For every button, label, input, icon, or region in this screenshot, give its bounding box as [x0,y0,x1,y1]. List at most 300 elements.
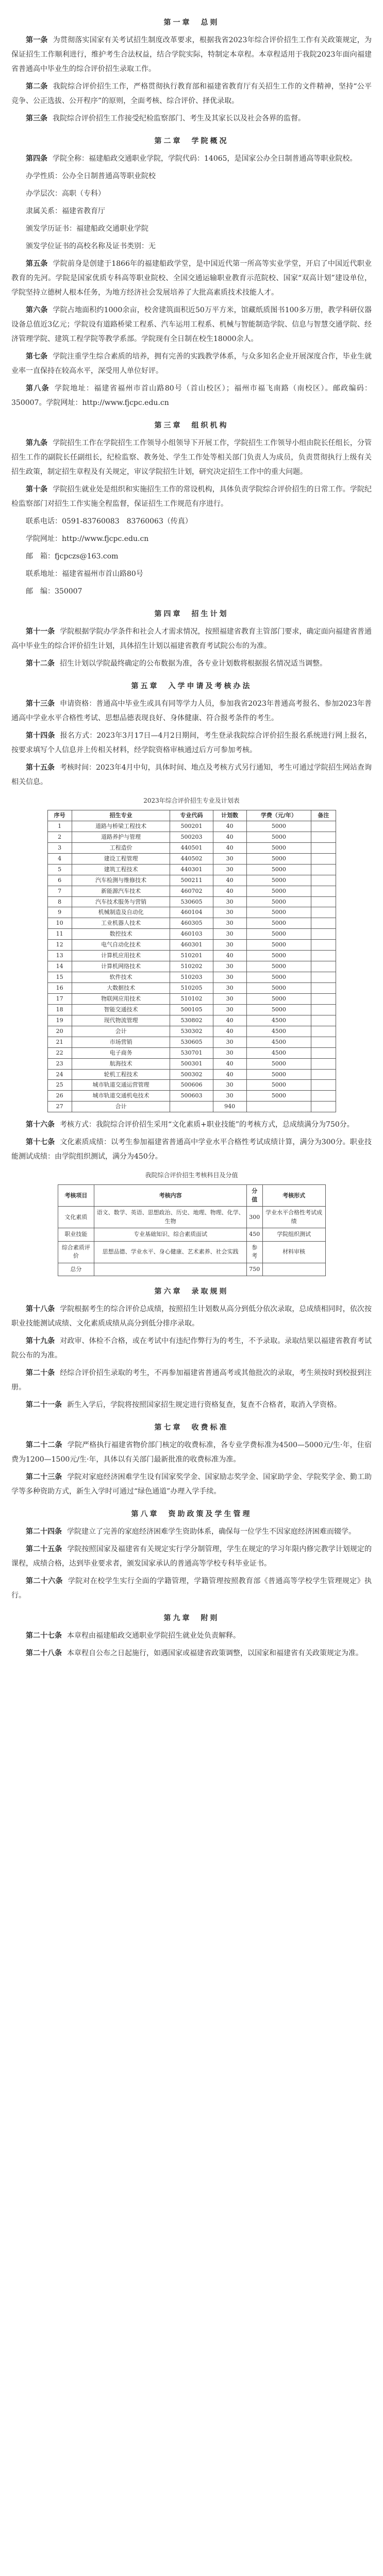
table-cell: 24 [47,1069,72,1080]
table-cell: 30 [213,1004,246,1015]
table-cell: 30 [213,918,246,929]
table-cell: 40 [213,875,246,886]
chapter-heading [11,418,372,433]
table-cell: 40 [213,951,246,961]
table-header: 学费（元/年） [246,810,311,821]
table-row [47,875,336,886]
table-cell [311,1026,336,1037]
table-cell [311,1047,336,1058]
table-row [47,951,336,961]
chapter-title: 收费标准 [191,1423,229,1432]
table-cell: 460301 [170,940,213,951]
article-text: 文化素质成绩：以考生参加福建省普通高中学业水平合格性考试成绩计算，满分为300分。职业技能测试成绩：由学院组织测试，满分为450分。 [11,1138,372,1161]
table-cell: 新能源汽车技术 [72,886,170,896]
article-text: 新生入学后，学院将按照国家招生规定进行资格复查，复查不合格者，取消入学资格。 [67,1401,341,1410]
info-line: 邮 箱：fjcpczs@163.com [26,552,119,561]
table-cell: 10 [47,918,72,929]
table-cell [311,1101,336,1112]
table-cell: 30 [213,993,246,1004]
article-text: 学院前身是创建于1866年的福建船政学堂，是中国近代第一所高等实业学堂，开启了中国近代职业教育的先河。学院是国家优质专科高等职业院校、全国交通运输职业教育示范院校、国家“双高计划”建设单位，学院坚持立德树人根本任务，为地方经济社会发展培养了大批高素质技术技能人才。 [11,260,372,297]
table-row [47,1069,336,1080]
article-paragraph [11,1438,372,1467]
table-cell: 40 [213,1026,246,1037]
article-number: 第十四条 [26,732,55,740]
table-row [47,832,336,842]
article-text: 对政审、体检不合格，或在考试中有违纪作弊行为的考生，不予录取。录取结果以福建省教育考试院公布的为准。 [11,1337,372,1360]
table-cell: 530701 [170,1047,213,1058]
table-cell: 5000 [246,972,311,983]
table-cell: 460103 [170,929,213,940]
table-cell: 500201 [170,821,213,832]
table-cell: 城市轨道交通机电技术 [72,1091,170,1101]
table-cell: 40 [213,832,246,842]
table-cell [311,993,336,1004]
table-cell [94,1263,246,1276]
table-cell: 5000 [246,896,311,907]
table-cell: 材料审核 [262,1241,325,1263]
article-paragraph [11,482,372,511]
table-cell: 语文、数学、英语、思想政治、历史、地理、物理、化学、生物 [94,1207,246,1228]
article-text: 学院对在校学生实行全面的学籍管理，学籍管理按照教育部《普通高等学校学生管理规定》执行。 [11,1577,372,1600]
chapter-number: 第二章 [154,137,182,145]
article-text: 学院按照国家及福建省有关规定实行学分制管理，学生在规定的学习年限内修完教学计划规定的课程，成绩合格，达到毕业要求者，颁发国家承认的普通高等学校专科毕业证书。 [11,1545,372,1568]
article-number: 第二十四条 [26,1528,62,1536]
table-row [47,918,336,929]
table-cell: 5000 [246,832,311,842]
table-cell: 道路与桥梁工程技术 [72,821,170,832]
table-cell [311,918,336,929]
article-paragraph [11,760,372,789]
table-cell: 5000 [246,1004,311,1015]
table-cell: 5000 [246,1069,311,1080]
table-cell: 21 [47,1037,72,1047]
table-cell: 500606 [170,1080,213,1091]
article-text: 学院招生工作在学院招生工作领导小组领导下开展工作，学院招生工作领导小组由院长任组长，分管招生工作的副院长任副组长，纪检监察、教务处、学生工作处等相关部门负责人为成员，负责贯彻执行上级有关招生政策，制定招生章程及有关规定，审议学院招生计划，研究决定招生工作中的重大问题。 [11,439,372,476]
table-cell [311,1004,336,1015]
article-paragraph [11,1135,372,1164]
article-number: 第八条 [26,384,49,393]
chapter-heading [11,679,372,693]
info-line: 办学性质：公办全日制普通高等职业院校 [26,172,156,180]
table-cell: 学院组织测试 [262,1228,325,1242]
table-cell: 5000 [246,1091,311,1101]
table-title: 我院综合评价招生考核科目及分值 [145,1172,238,1179]
chapter-title: 附则 [201,1614,220,1623]
table-cell: 510205 [170,983,213,994]
table-cell [311,1015,336,1026]
table-cell: 30 [213,929,246,940]
table-cell: 4500 [246,1047,311,1058]
article-text: 学院地址：福建省福州市首山路80号（首山校区）；福州市福飞南路（南校区）。邮政编码：350007。学院网址：http://www.fjcpc.edu.cn [11,384,372,407]
info-line: 学院网址：http://www.fjcpc.edu.cn [26,535,149,543]
table-cell [311,896,336,907]
chapter-number: 第八章 [131,1510,159,1519]
table-cell: 思想品德、学业水平、身心健康、艺术素养、社会实践 [94,1241,246,1263]
table-row [47,1004,336,1015]
article-paragraph [11,79,372,108]
article-paragraph [11,1117,372,1132]
article-text: 本章程自公布之日起施行，如遇国家或福建省政策调整，以国家和福建省有关政策规定为准。 [67,1649,363,1658]
article-paragraph [11,1629,372,1643]
table-cell: 5000 [246,993,311,1004]
table-header: 考核形式 [262,1185,325,1207]
table-cell: 计算机应用技术 [72,951,170,961]
table-cell: 5000 [246,864,311,875]
table-cell: 市场营销 [72,1037,170,1047]
article-paragraph [11,1574,372,1603]
table-cell: 22 [47,1047,72,1058]
table-header: 计划数 [213,810,246,821]
table-cell [311,853,336,864]
table-cell: 5000 [246,907,311,918]
chapter-title: 总则 [201,19,220,27]
article-text: 学院注重学生综合素质的培养，拥有完善的实践教学体系，与众多知名企业开展深度合作，毕业生就业率一直保持在较高水平，深受用人单位好评。 [11,352,372,375]
table-cell: 道路养护与管理 [72,832,170,842]
table-cell: 5000 [246,1080,311,1091]
table-cell: 450 [246,1228,262,1242]
table-row [47,1101,336,1112]
table-cell: 5000 [246,961,311,972]
table-cell: 15 [47,972,72,983]
table-cell: 5000 [246,821,311,832]
table-cell: 510202 [170,961,213,972]
table-cell: 500301 [170,1058,213,1069]
article-number: 第二十七条 [26,1632,62,1640]
table-cell [311,940,336,951]
chapter-heading [11,134,372,148]
table-cell: 2 [47,832,72,842]
table-cell [311,907,336,918]
table-header: 备注 [311,810,336,821]
table-cell: 1 [47,821,72,832]
table-cell: 530802 [170,1015,213,1026]
chapter-title: 录取规则 [191,1287,229,1296]
article-number: 第十七条 [26,1138,55,1147]
article-paragraph [11,697,372,725]
table-cell: 4 [47,853,72,864]
table-cell: 500603 [170,1091,213,1101]
table-cell: 30 [213,940,246,951]
article-text: 考核方式：我院综合评价招生采用“文化素质+职业技能”的考核方式，总成绩满分为750分。 [60,1121,354,1129]
table-cell: 航海技术 [72,1058,170,1069]
article-number: 第二十一条 [26,1401,62,1410]
table-row [47,1080,336,1091]
table-row [47,983,336,994]
table-cell: 7 [47,886,72,896]
chapter-number: 第五章 [131,682,159,690]
table-title: 2023年综合评价招生专业及计划表 [143,797,240,804]
chapter-title: 招生计划 [191,610,229,618]
chapter-heading [11,1420,372,1435]
table-cell: 500211 [170,875,213,886]
table-header: 考核内容 [94,1185,246,1207]
article-number: 第十二条 [26,659,55,668]
table-cell: 40 [213,842,246,853]
table-cell: 500105 [170,1004,213,1015]
table-cell: 19 [47,1015,72,1026]
info-line: 办学层次：高职（专科） [26,190,105,198]
article-number: 第七条 [26,352,48,361]
table-row [58,1241,325,1263]
article-text: 为贯彻落实国家有关考试招生制度改革要求，根据我省2023年综合评价招生工作有关政策规定，为保证招生工作顺利进行，维护考生合法权益，结合学院实际，特制定本章程。本章程适用于我院2023年面向福建省普通高中毕业生的综合评价招生录取工作。 [11,36,372,73]
table-cell [311,1080,336,1091]
article-number: 第十六条 [26,1121,55,1129]
table-cell [311,886,336,896]
table-cell: 440502 [170,853,213,864]
table-cell: 电气自动化技术 [72,940,170,951]
table-cell: 30 [213,896,246,907]
article-number: 第五条 [26,260,48,268]
table-cell: 30 [213,907,246,918]
table-row [47,886,336,896]
info-line: 隶属关系：福建省教育厅 [26,207,105,215]
article-paragraph [11,303,372,346]
table-header: 分值 [246,1185,262,1207]
table-cell: 5000 [246,842,311,853]
table-cell: 30 [213,1080,246,1091]
article-paragraph [11,624,372,653]
article-number: 第十九条 [26,1337,55,1346]
table-cell: 8 [47,896,72,907]
table-cell: 参考 [246,1241,262,1263]
table-cell: 城市轨道交通运营管理 [72,1080,170,1091]
article-paragraph [11,656,372,671]
table-cell [311,1058,336,1069]
table-row [47,896,336,907]
table-cell: 13 [47,951,72,961]
article-number: 第二十三条 [26,1473,62,1482]
article-number: 第二十条 [26,1369,55,1378]
table-cell: 合计 [72,1101,170,1112]
table-cell: 30 [213,864,246,875]
table-cell: 460702 [170,886,213,896]
table-cell: 学业水平合格性考试成绩 [262,1207,325,1228]
table-cell: 5000 [246,983,311,994]
table-row [47,1047,336,1058]
table-cell: 总分 [58,1263,94,1276]
article-paragraph [11,1398,372,1412]
table-cell: 14 [47,961,72,972]
article-text: 我院综合评价招生工作，严格贯彻执行教育部和福建省教育厅有关招生工作的文件精神，坚持“公平竞争、公正选拔、公开程序”的原则，全面考核、综合评价、择优录取。 [11,82,372,105]
chapter-title: 资助政策及学生管理 [168,1510,252,1519]
article-number: 第十三条 [26,700,55,708]
table-cell: 530605 [170,1037,213,1047]
article-text: 学院严格执行福建省物价部门核定的收费标准，各专业学费标准为4500—5000元/生·年，住宿费为1200—1500元/生·年，具体以有关部门最新批准的收费标准为准。 [11,1441,372,1464]
article-paragraph [11,151,372,166]
table-row [47,961,336,972]
table-cell: 30 [213,853,246,864]
table-cell: 940 [213,1101,246,1112]
article-number: 第三条 [26,114,47,123]
article-number: 第九条 [26,439,48,447]
article-paragraph [11,728,372,757]
table-cell: 建设工程管理 [72,853,170,864]
article-text: 学院招生就业处是组织和实施招生工作的常设机构，具体负责学院综合评价招生的日常工作。学院纪检监察部门对招生工作实施全程监督，保证招生工作规范有序进行。 [11,485,372,508]
table-cell: 会计 [72,1026,170,1037]
chapter-title: 学院概况 [191,137,229,145]
table-cell [311,961,336,972]
article-paragraph [11,349,372,378]
article-paragraph [11,1470,372,1499]
table-cell: 数控技术 [72,929,170,940]
chapter-number: 第九章 [163,1614,192,1623]
table-cell: 30 [213,1091,246,1101]
article-paragraph [11,1542,372,1571]
article-paragraph [11,257,372,300]
table-cell: 计算机网络技术 [72,961,170,972]
table-cell: 16 [47,983,72,994]
article-paragraph [11,1646,372,1660]
article-text: 学院建立了完善的家庭经济困难学生资助体系，确保每一位学生不因家庭经济困难而辍学。 [67,1528,356,1536]
table-row [58,1228,325,1242]
table-row [47,1026,336,1037]
table-cell: 300 [246,1207,262,1228]
table-cell: 大数据技术 [72,983,170,994]
table-cell [311,1091,336,1101]
table-row [47,929,336,940]
table-cell: 汽车技术服务与营销 [72,896,170,907]
table-cell: 30 [213,1047,246,1058]
table-cell [262,1263,325,1276]
article-paragraph [11,436,372,479]
article-paragraph [11,1302,372,1331]
table-cell: 530605 [170,896,213,907]
table-cell: 9 [47,907,72,918]
table-cell: 工业机器人技术 [72,918,170,929]
chapter-heading [11,1507,372,1521]
article-text: 考核时间：2023年4月中旬，具体时间、地点及考核方式另行通知，考生可通过学院招生网站查询相关信息。 [11,764,372,786]
table-cell: 530302 [170,1026,213,1037]
table-cell: 工程造价 [72,842,170,853]
chapter-title: 入学申请及考核办法 [168,682,252,690]
table-cell: 40 [213,1015,246,1026]
chapter-title: 组织机构 [191,421,229,430]
article-text: 学院根据学院办学条件和社会人才需求情况，按照福建省教育主管部门要求，确定面向福建省普通高中毕业生的综合评价招生计划，具体招生计划以福建省教育考试院公布的为准。 [11,628,372,650]
table-cell: 460104 [170,907,213,918]
table-cell [311,983,336,994]
table-cell: 26 [47,1091,72,1101]
table-cell: 文化素质 [58,1207,94,1228]
table-cell: 电子商务 [72,1047,170,1058]
plan-table [47,810,336,1112]
table-row [47,1058,336,1069]
article-number: 第二十六条 [26,1577,63,1586]
table-cell: 27 [47,1101,72,1112]
article-number: 第六条 [26,306,48,314]
table-cell [311,1069,336,1080]
table-row [47,864,336,875]
table-cell: 物联网应用技术 [72,993,170,1004]
article-text: 经综合评价招生录取的考生，不再参加福建省普通高考或其他批次的录取，考生须按时到校报到注册。 [11,1369,372,1392]
article-text: 申请资格：普通高中毕业生或具有同等学力人员，参加我省2023年普通高考报名、参加2023年普通高中学业水平合格性考试、思想品德表现良好、身体健康、符合报考条件的考生。 [11,700,372,722]
table-cell: 建筑工程技术 [72,864,170,875]
table-cell: 5000 [246,929,311,940]
table-cell: 460305 [170,918,213,929]
table-cell: 5000 [246,875,311,886]
table-cell: 17 [47,993,72,1004]
table-cell [311,972,336,983]
table-cell: 40 [213,1069,246,1080]
table-cell: 30 [213,972,246,983]
article-number: 第一条 [26,36,48,44]
table-cell: 500203 [170,832,213,842]
table-cell: 40 [213,821,246,832]
table-cell: 30 [213,983,246,994]
article-text: 招生计划以学院最终确定的公布数据为准，各专业计划数将根据报名情况适当调整。 [60,659,327,668]
table-cell: 510201 [170,951,213,961]
table-cell: 500302 [170,1069,213,1080]
table-cell [311,951,336,961]
chapter-heading [11,15,372,30]
article-text: 报名方式：2023年3月17日—4月2日期间，考生登录我院综合评价招生报名系统进行网上报名，按要求填写个人信息并上传相关材料，经学院资格审核通过后方可参加考核。 [11,732,372,754]
table-cell [311,1037,336,1047]
table-cell: 5000 [246,918,311,929]
table-cell [311,929,336,940]
article-number: 第十一条 [26,628,55,636]
table-cell: 机械制造及自动化 [72,907,170,918]
article-number: 第二十五条 [26,1545,62,1554]
table-cell [246,1101,311,1112]
table-cell: 职业技能 [58,1228,94,1242]
table-cell: 6 [47,875,72,886]
article-paragraph [11,381,372,410]
info-line: 联系电话：0591-83760083 83760063（传真） [26,517,192,526]
table-row [58,1207,325,1228]
table-cell: 18 [47,1004,72,1015]
article-text: 学院全称：福建船政交通职业学院，学院代码：14065，是国家公办全日制普通高等职业院校。 [53,155,357,163]
table-cell: 4500 [246,1037,311,1047]
info-line: 邮 编：350007 [26,587,82,596]
table-cell [311,864,336,875]
article-text: 本章程由福建船政交通职业学院招生就业处负责解释。 [67,1632,240,1640]
article-text: 我院综合评价招生工作接受纪检监察部门、考生及其家长以及社会各界的监督。 [53,114,305,123]
table-cell: 综合素质评价 [58,1241,94,1263]
table-cell: 40 [213,1058,246,1069]
table-cell: 4500 [246,1015,311,1026]
table-row [47,940,336,951]
chapter-number: 第六章 [154,1287,182,1296]
article-paragraph [11,1334,372,1363]
table-cell [311,875,336,886]
article-paragraph [11,1366,372,1395]
table-row [47,1015,336,1026]
article-number: 第二十八条 [26,1649,62,1658]
article-text: 学院根据考生的综合评价总成绩，按照招生计划数从高分到低分依次录取，总成绩相同时，依次按职业技能测试成绩、文化素质成绩从高分到低分排序录取。 [11,1305,372,1328]
table-header: 序号 [47,810,72,821]
table-row [47,907,336,918]
table-header: 专业代码 [170,810,213,821]
table-row [47,1037,336,1047]
table-cell: 5000 [246,853,311,864]
article-number: 第十八条 [26,1305,55,1314]
table-row [47,821,336,832]
table-cell: 智能交通技术 [72,1004,170,1015]
table-cell [170,1101,213,1112]
table-cell: 510102 [170,993,213,1004]
table-row [47,1091,336,1101]
table-cell: 软件技术 [72,972,170,983]
table-cell: 30 [213,961,246,972]
table-cell: 5000 [246,940,311,951]
chapter-number: 第四章 [154,610,182,618]
chapter-number: 第七章 [154,1423,182,1432]
table-header: 考核项目 [58,1185,94,1207]
article-number: 第二条 [26,82,48,91]
table-cell: 5000 [246,886,311,896]
table-cell: 20 [47,1026,72,1037]
table-cell: 5000 [246,1058,311,1069]
table-cell: 4500 [246,1026,311,1037]
